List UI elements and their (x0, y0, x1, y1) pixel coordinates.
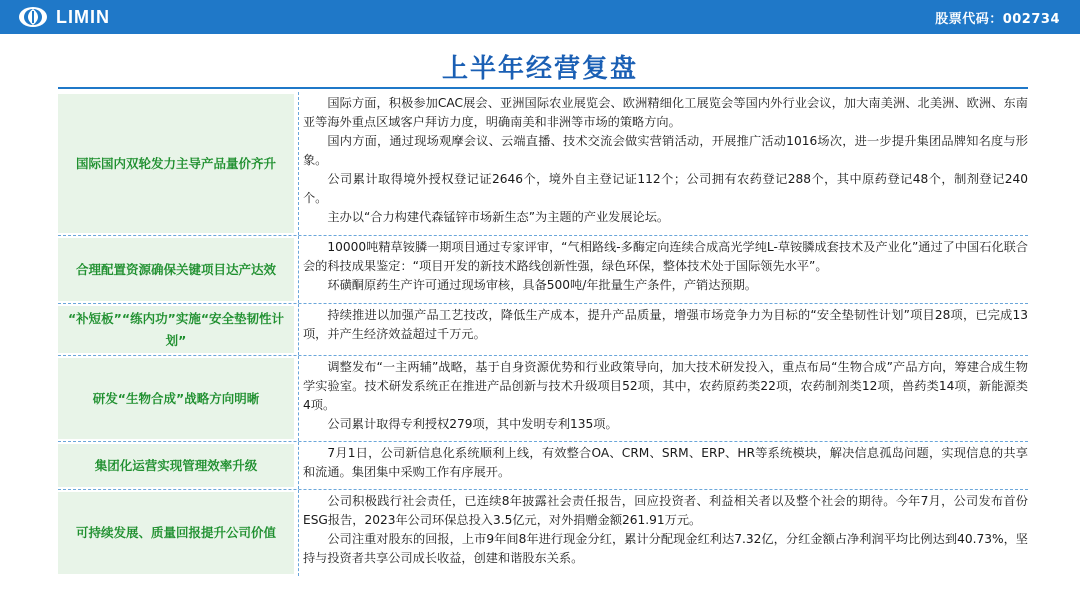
paragraph: 公司累计取得专利授权279项，其中发明专利135项。 (327, 417, 618, 431)
paragraph: 主办以“合力构建代森锰锌市场新生态”为主题的产业发展论坛。 (327, 210, 670, 224)
column-divider (298, 92, 299, 235)
row-content (303, 92, 1028, 235)
row-content (303, 442, 1028, 489)
paragraph: 公司注重对股东的回报，上市9年间8年进行现金分红，累计分配现金红利达7.32亿，分红金额占净利润平均比例达到40.73%，坚持与投资者共享公司成长收益，创建和谐股东关系。 (303, 532, 1028, 565)
paragraph: 持续推进以加强产品工艺技改，降低生产成本，提升产品质量，增强市场竞争力为目标的“安全垫韧性计划”项目28项，已完成13项，并产生经济效益超过千万元。 (303, 308, 1028, 341)
row-label: 集团化运营实现管理效率升级 (58, 444, 294, 487)
row-label: 国际国内双轮发力主导产品量价齐升 (58, 94, 294, 233)
paragraph: 调整发布“一主两辅”战略，基于自身资源优势和行业政策导向，加大技术研发投入，重点布局“生物合成”产品方向，筹建合成生物学实验室。技术研发系统正在推进产品创新与技术升级项目52项，其中，农药原药类22项，农药制剂类12项，兽药类14项，新能源类4项。 (303, 360, 1028, 412)
row-content (303, 304, 1028, 355)
column-divider (298, 356, 299, 441)
paragraph: 国内方面，通过现场观摩会议、云端直播、技术交流会做实营销活动，开展推广活动1016场次，进一步提升集团品牌知名度与形象。 (303, 134, 1028, 167)
column-divider (298, 490, 299, 576)
review-table (58, 92, 1028, 576)
brand-logo (18, 6, 110, 28)
column-divider (298, 442, 299, 489)
row-content (303, 356, 1028, 441)
table-row (58, 356, 1028, 442)
paragraph: 7月1日，公司新信息化系统顺利上线，有效整合OA、CRM、SRM、ERP、HR等系统模块，解决信息孤岛问题，实现信息的共享和流通。集团集中采购工作有序展开。 (303, 446, 1028, 479)
table-row (58, 490, 1028, 576)
header-bar (0, 0, 1080, 34)
table-row (58, 304, 1028, 356)
row-label: 研发“生物合成”战略方向明晰 (58, 358, 294, 439)
limin-logo-icon (18, 6, 48, 28)
paragraph: 公司累计取得境外授权登记证2646个，境外自主登记证112个；公司拥有农药登记288个，其中原药登记48个，制剂登记240个。 (303, 172, 1028, 205)
page-title: 上半年经营复盘 (441, 54, 638, 84)
row-label: 合理配置资源确保关键项目达产达效 (58, 238, 294, 301)
column-divider (298, 304, 299, 355)
row-content (303, 490, 1028, 576)
row-label: “补短板”“练内功”实施“安全垫韧性计划” (58, 306, 294, 353)
column-divider (298, 236, 299, 303)
row-label: 可持续发展、质量回报提升公司价值 (58, 492, 294, 574)
table-row (58, 92, 1028, 236)
paragraph: 10000吨精草铵膦一期项目通过专家评审，“气相路线-多酶定向连续合成高光学纯L-草铵膦成套技术及产业化”通过了中国石化联合会的科技成果鉴定：“项目开发的新技术路线创新性强，绿色环保，整体技术处于国际领先水平”。 (303, 240, 1028, 273)
logo-text: LIMIN (56, 6, 110, 27)
table-row (58, 236, 1028, 304)
paragraph: 公司积极践行社会责任，已连续8年披露社会责任报告，回应投资者、利益相关者以及整个社会的期待。今年7月，公司发布首份ESG报告，2023年公司环保总投入3.5亿元，对外捐赠金额261.91万元。 (303, 494, 1028, 527)
title-divider (58, 87, 1028, 89)
table-row (58, 442, 1028, 490)
paragraph: 国际方面，积极参加CAC展会、亚洲国际农业展览会、欧洲精细化工展览会等国内外行业会议，加大南美洲、北美洲、欧洲、东南亚等海外重点区域客户拜访力度，明确南美和非洲等市场的策略方向。 (303, 96, 1028, 129)
paragraph: 环磺酮原药生产许可通过现场审核，具备500吨/年批量生产条件，产销达预期。 (327, 278, 757, 292)
stock-code: 股票代码：002734 (935, 11, 1060, 27)
row-content (303, 236, 1028, 303)
